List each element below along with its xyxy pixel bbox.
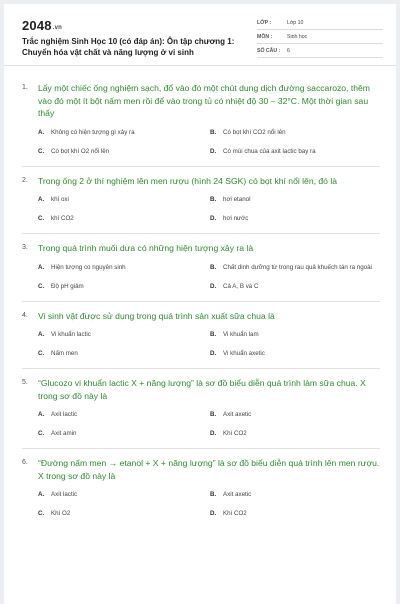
question-item	[4, 457, 396, 519]
answer-option[interactable]	[210, 429, 382, 439]
question-number: 2.	[22, 176, 28, 184]
answer-option[interactable]	[210, 128, 382, 138]
option-text: Có mùi chua của axit lactic bay ra	[223, 147, 316, 155]
question-text: “Đường nấm men → etanol + X + năng lượng” là sơ đồ biểu diễn quá trình lên men rượu. X trong sơ đồ này là	[38, 458, 380, 481]
question-item	[4, 242, 396, 302]
option-letter: C.	[38, 282, 45, 290]
option-text: khí oxi	[51, 196, 69, 203]
option-letter: B.	[210, 331, 217, 338]
option-letter: D.	[210, 510, 217, 517]
answer-option[interactable]	[210, 147, 382, 157]
answer-option[interactable]	[38, 282, 210, 292]
option-letter: C.	[38, 350, 45, 357]
meta-label: SỐ CÂU :	[257, 47, 281, 54]
meta-value: Lớp 10	[287, 19, 304, 26]
question-header	[22, 175, 380, 188]
meta-value: 6	[287, 47, 290, 54]
answer-option[interactable]	[210, 490, 382, 500]
question-text: Lấy một chiếc ống nghiệm sạch, đổ vào đó một chút dung dịch đường saccarozo, thêm vào đó một ít bột nấm men rồi để vào trong tủ có nhiệt độ 30 – 32°C. Một thời gian sau thấy	[38, 83, 370, 118]
option-letter: A.	[38, 128, 45, 136]
document-header	[4, 4, 396, 66]
meta-table	[257, 16, 383, 58]
option-text: Axit amin	[51, 430, 77, 437]
answer-options	[38, 410, 380, 439]
answer-options	[38, 128, 380, 157]
option-letter: A.	[38, 411, 45, 418]
answer-options	[38, 263, 380, 292]
logo-suffix-text: .vn	[52, 25, 63, 31]
question-header	[22, 457, 380, 482]
answer-option[interactable]	[38, 349, 210, 359]
option-text: Cả A, B và C	[223, 282, 259, 290]
option-text: Vi khuẩn lam	[223, 331, 259, 338]
question-item	[4, 82, 396, 167]
option-letter: A.	[38, 263, 45, 271]
option-letter: A.	[38, 491, 45, 498]
option-letter: C.	[38, 510, 45, 517]
document-title: Trắc nghiệm Sinh Học 10 (có đáp án): Ôn tập chương 1: Chuyển hóa vật chất và năng lượng ở vi sinh	[22, 37, 235, 57]
option-text: Khí O2	[51, 510, 71, 517]
option-letter: B.	[210, 128, 217, 136]
question-divider	[22, 448, 380, 449]
option-text: hơi nước	[223, 215, 249, 222]
option-letter: C.	[38, 430, 45, 437]
site-logo[interactable]	[22, 18, 62, 33]
answer-option[interactable]	[210, 410, 382, 420]
option-text: Nấm men	[51, 350, 78, 357]
option-letter: C.	[38, 215, 45, 222]
option-letter: A.	[38, 331, 45, 338]
question-text: Vi sinh vật được sử dụng trong quá trình sản xuất sữa chua là	[38, 310, 275, 321]
option-text: Axit lactic	[51, 411, 78, 418]
question-number: 6.	[22, 459, 28, 466]
option-letter: B.	[210, 263, 217, 271]
meta-row-subject	[257, 30, 383, 44]
question-text: Trong quá trình muối dưa có những hiện tượng xảy ra là	[38, 243, 254, 253]
option-text: Axit axetic	[223, 411, 252, 418]
answer-option[interactable]	[38, 195, 210, 205]
answer-option[interactable]	[38, 490, 210, 500]
answer-option[interactable]	[38, 263, 210, 273]
answer-option[interactable]	[38, 330, 210, 340]
answer-option[interactable]	[38, 214, 210, 224]
option-text: Khí CO2	[223, 510, 247, 517]
option-text: Có bọt khí CO2 nổi lên	[223, 128, 286, 136]
option-text: Vi khuẩn lactic	[51, 331, 91, 338]
option-letter: B.	[210, 196, 217, 203]
option-letter: D.	[210, 282, 217, 290]
question-header	[22, 310, 380, 323]
option-text: Axit lactic	[51, 491, 78, 498]
answer-option[interactable]	[210, 509, 382, 519]
option-letter: C.	[38, 147, 45, 155]
question-header	[22, 377, 380, 402]
option-text: Hiện tượng co nguyên sinh	[51, 263, 126, 271]
option-text: khí CO2	[51, 215, 74, 222]
logo-main-text: 2048	[22, 18, 52, 33]
question-divider	[22, 368, 380, 369]
question-divider	[22, 166, 380, 167]
question-item	[4, 310, 396, 370]
question-header	[22, 242, 380, 255]
question-number: 5.	[22, 379, 28, 386]
option-text: Có bọt khí O2 nổi lên	[51, 147, 110, 155]
answer-option[interactable]	[38, 429, 210, 439]
option-letter: D.	[210, 147, 217, 155]
meta-row-class	[257, 16, 383, 30]
answer-option[interactable]	[210, 195, 382, 205]
meta-label: LỚP :	[257, 19, 272, 26]
question-number: 4.	[22, 311, 28, 319]
option-letter: D.	[210, 430, 217, 437]
answer-option[interactable]	[210, 330, 382, 340]
document-page	[4, 4, 396, 604]
option-letter: B.	[210, 491, 217, 498]
question-divider	[22, 233, 380, 234]
answer-option[interactable]	[38, 410, 210, 420]
answer-option[interactable]	[210, 214, 382, 224]
question-number: 1.	[22, 84, 28, 91]
meta-label: MÔN :	[257, 33, 273, 40]
option-text: Vi khuẩn axetic	[223, 350, 265, 357]
answer-option[interactable]	[38, 147, 210, 157]
answer-option[interactable]	[210, 263, 382, 273]
answer-options	[38, 330, 380, 359]
question-item	[4, 175, 396, 235]
question-text: “Glucozo vi khuẩn lactic X + năng lượng” là sơ đồ biểu diễn quá trình làm sữa chua. X trong sơ đồ này là	[38, 378, 366, 401]
question-item	[4, 377, 396, 449]
answer-options	[38, 490, 380, 519]
question-number: 3.	[22, 244, 28, 251]
answer-option[interactable]	[210, 282, 382, 292]
answer-option[interactable]	[38, 509, 210, 519]
question-header	[22, 82, 380, 120]
option-text: Độ pH giảm	[51, 282, 84, 290]
answer-option[interactable]	[38, 128, 210, 138]
question-list	[4, 82, 396, 519]
option-letter: D.	[210, 350, 217, 357]
answer-options	[38, 195, 380, 224]
option-letter: D.	[210, 215, 217, 222]
option-text: hơi etanol	[223, 196, 251, 203]
meta-row-count	[257, 44, 383, 58]
answer-option[interactable]	[210, 349, 382, 359]
option-letter: A.	[38, 196, 45, 203]
question-text: Trong ống 2 ở thí nghiệm lên men rượu (hình 24 SGK) có bọt khí nổi lên, đó là	[38, 175, 338, 186]
option-text: Không có hiện tượng gì xảy ra	[51, 128, 135, 136]
option-text: Chất dinh dưỡng từ trong rau quả khuếch tán ra ngoài	[223, 263, 372, 271]
question-divider	[22, 301, 380, 302]
option-text: Axit axetic	[223, 491, 252, 498]
option-text: Khí CO2	[223, 430, 247, 437]
meta-value: Sinh học	[287, 33, 308, 40]
option-letter: B.	[210, 411, 217, 418]
